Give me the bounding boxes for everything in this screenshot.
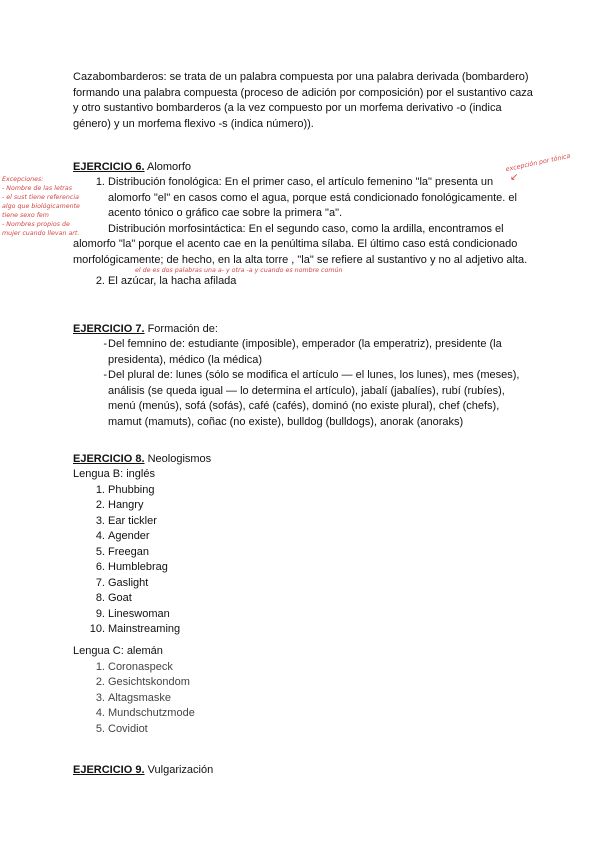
list-item: 5. Freegan bbox=[95, 545, 149, 558]
list-item: 1. Phubbing bbox=[95, 483, 155, 496]
list-item: 3. Ear tickler bbox=[95, 514, 157, 527]
list-item: 10. Mainstreaming bbox=[89, 623, 181, 635]
exercise-8-title: Neologismos bbox=[144, 453, 212, 465]
language-c-label: Lengua C: alemán bbox=[73, 645, 163, 657]
list-item: 5. Covidiot bbox=[95, 722, 148, 735]
list-item: 6. Humblebrag bbox=[95, 561, 168, 573]
list-item: 3. Altagsmaske bbox=[95, 691, 171, 704]
list-item: 4. Mundschutzmode bbox=[95, 707, 195, 719]
list-item: - Del plural de: lunes (sólo se modifica el artículo — el lunes, los lunes), mes (meses), análisis (se queda igual — lo determina el artículo), jabalí (jabalíes), rubí (rubíes), menú (menús), sofá (sofás), café (cafés), dominó (no existe plural), chef (chefs), mamut (mamuts), coñac (no existe), bulldog (bulldogs), anorak (anoraks) bbox=[103, 369, 520, 428]
exercise-9-title: Vulgarización bbox=[144, 764, 214, 776]
list-item: 1. Distribución fonológica: En el primer caso, el artículo femenino "la" presenta un alomorfo "el" en casos como el agua, porque está condicionado fonológicamente. el acento tónico o gráfico cae sobre la primera "a". bbox=[95, 176, 517, 219]
list-item: 2. Hangry bbox=[95, 499, 144, 511]
arrow-icon: ↙ bbox=[510, 172, 519, 183]
language-b-label: Lengua B: inglés bbox=[73, 468, 155, 480]
exercise-8-heading bbox=[73, 452, 211, 468]
exercise-6-heading bbox=[73, 160, 191, 176]
exercise-7-list bbox=[73, 337, 533, 430]
handwritten-annotation-left: Excepciones: - Nombre de las letras - el sust tiene referencia algo que biológicamente tiene sexo fem - Nombres propios de mujer cuando llevan art. bbox=[2, 176, 80, 237]
exercise-8-label: EJERCICIO 8. bbox=[73, 453, 145, 465]
language-b-list bbox=[73, 483, 373, 638]
list-item: 2. Gesichtskondom bbox=[95, 676, 190, 688]
list-item: 7. Gaslight bbox=[95, 576, 149, 589]
handwritten-annotation-top-right: excepción por tónica bbox=[505, 152, 571, 174]
list-item: 1. Coronaspeck bbox=[95, 660, 173, 673]
handwritten-annotation-bottom: el de es dos palabras una a- y otra -a y cuando es nombre común bbox=[135, 267, 343, 274]
exercise-6-label: EJERCICIO 6. bbox=[73, 161, 145, 173]
intro-paragraph: Cazabombarderos: se trata de un palabra compuesta por una palabra derivada (bombardero) formando una palabra compuesta (proceso de adición por composición) por el sustantivo caza y otro sustantivo bombarderos (a la vez compuesto por un morfema derivativo -o (indica género) y un morfema flexivo -s (indica número)). bbox=[73, 71, 533, 130]
exercise-7-title: Formación de: bbox=[144, 323, 218, 335]
list-item: 4. Agender bbox=[95, 530, 150, 542]
list-item: - Del femnino de: estudiante (imposible), emperador (la emperatriz), presidente (la presidenta), médico (la médica) bbox=[103, 338, 502, 366]
exercise-7-heading bbox=[73, 322, 218, 338]
list-item: 9. Lineswoman bbox=[95, 607, 170, 620]
list-item: Distribución morfosintáctica: En el segundo caso, como la ardilla, encontramos el alomorfo "la" porque el acento cae en la penúltima sílaba. El último caso está condicionado morfológicamente; de hecho, en la alta torre , "la" se refiere al sustantivo y no al adjetivo alta. bbox=[73, 222, 528, 266]
exercise-6-title: Alomorfo bbox=[144, 161, 191, 173]
language-c-list bbox=[73, 660, 373, 738]
list-item: 2. El azúcar, la hacha afilada bbox=[95, 275, 237, 287]
exercise-9-label: EJERCICIO 9. bbox=[73, 764, 145, 776]
exercise-7-label: EJERCICIO 7. bbox=[73, 323, 145, 335]
exercise-9-heading bbox=[73, 763, 213, 779]
list-item: 8. Goat bbox=[95, 592, 132, 604]
